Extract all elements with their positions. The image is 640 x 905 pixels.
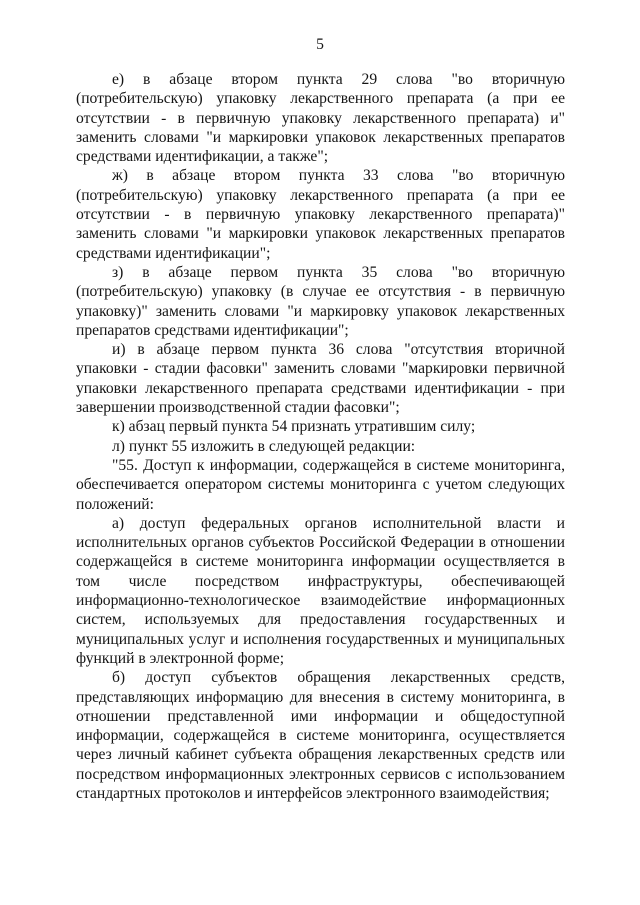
paragraph-l: л) пункт 55 изложить в следующей редакции:	[112, 437, 416, 455]
paragraph-55-a: а) доступ федеральных органов исполнительной власти и исполнительных органов субъектов Российской Федерации в отношении содержащейся в системе мониторинга информации осуществляется в том числе посредством инфраструктуры, обеспечивающей информационно-технологическое взаимодействие информационных систем, используемых для предоставления государственных и муниципальных услуг и исполнения государственных и муниципальных функций в электронной форме;	[76, 514, 565, 667]
paragraph-zh: ж) в абзаце втором пункта 33 слова "во вторичную (потребительскую) упаковку лекарственного препарата (а при ее отсутствии - в первичную упаковку лекарственного препарата)" заменить словами "и маркировки упаковок лекарственных препаратов средствами идентификации";	[76, 167, 565, 262]
paragraph-e: е) в абзаце втором пункта 29 слова "во вторичную (потребительскую) упаковку лекарственного препарата (а при ее отсутствии - в первичную упаковку лекарственного препарата) и" заменить словами "и маркировки упаковок лекарственных препаратов средствами идентификации, а также";	[76, 71, 565, 166]
paragraph-i: и) в абзаце первом пункта 36 слова "отсутствия вторичной упаковки - стадии фасовки" заменить словами "маркировки первичной упаковки лекарственного препарата средствами идентификации - при завершении производственной стадии фасовки";	[76, 341, 565, 417]
paragraph-k: к) абзац первый пункта 54 признать утратившим силу;	[112, 418, 476, 436]
document-body	[76, 70, 565, 803]
paragraph-55-b: б) доступ субъектов обращения лекарственных средств, представляющих информацию для внесения в систему мониторинга, в отношении представленной ими информации и общедоступной информации, содержащейся в системе мониторинга, осуществляется через личный кабинет субъекта обращения лекарственных средств или посредством информационных электронных сервисов с использованием стандартных протоколов и интерфейсов электронного взаимодействия;	[76, 669, 565, 802]
paragraph-55: "55. Доступ к информации, содержащейся в системе мониторинга, обеспечивается оператором системы мониторинга с учетом следующих положений:	[76, 456, 565, 513]
paragraph-z: з) в абзаце первом пункта 35 слова "во вторичную (потребительскую) упаковку (в случае ее отсутствия - в первичную упаковку)" заменить словами "и маркировку упаковок лекарственных препаратов средствами идентификации";	[76, 263, 565, 339]
page-number: 5	[316, 36, 324, 53]
